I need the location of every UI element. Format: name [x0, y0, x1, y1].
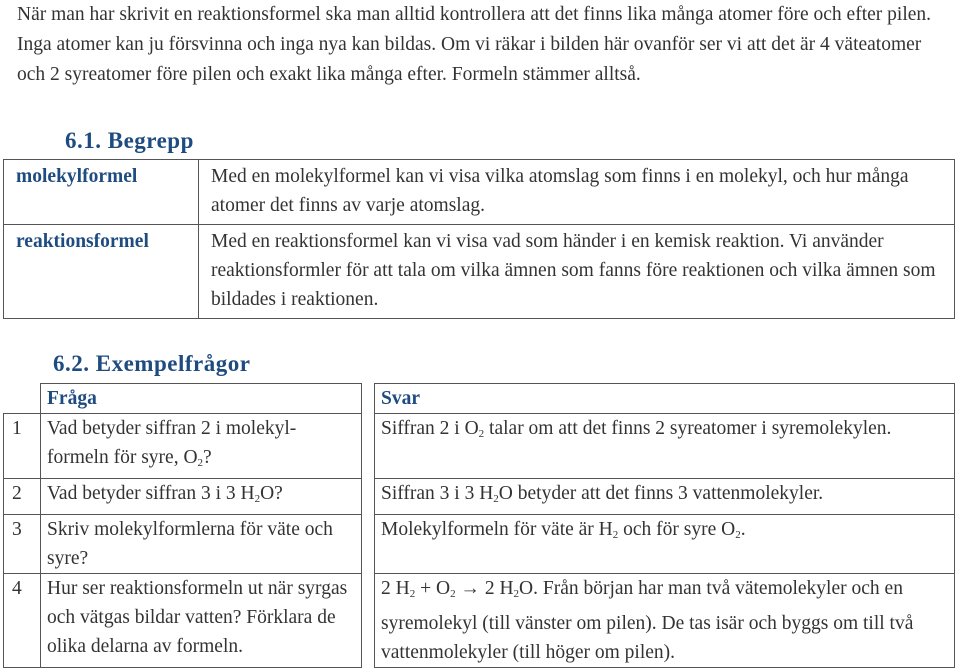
table-row — [4, 479, 955, 515]
row-number: 1 — [4, 414, 41, 479]
row-number: 4 — [4, 574, 41, 668]
row-number: 3 — [4, 515, 41, 574]
table-row — [4, 574, 955, 668]
intro-paragraph — [17, 0, 952, 90]
answer-cell: Siffran 2 i $O_2$ talar om att det finns 2 syreatomer i syremolekylen. — [375, 414, 955, 479]
question-cell: Skriv molekylformlerna för väte och syre? — [41, 515, 362, 574]
answer-cell: 2 $H_2 + O_2 \to 2$ $H_2O$. Från början har man två vätemolekyler och en syremolekyl (till vänster om pilen). De tas isär och byggs om till två vattenmolekyler (till höger om pilen). — [375, 574, 955, 668]
answer-cell: Molekylformeln för väte är $H_2$ och för syre $O_2$. — [375, 515, 955, 574]
term-cell: molekylformel — [4, 160, 199, 225]
section-heading-begrepp: 6.1. Begrepp — [65, 128, 194, 153]
intro-text: När man har skrivit en reaktionsformel ska man alltid kontrollera att det finns lika många atomer före och efter pilen. Inga atomer kan ju försvinna och inga nya kan bildas. Om vi räkar i bilden här ovanför ser vi att det är 4 väteatomer och 2 syreatomer före pilen och exakt lika många efter. Formeln stämmer alltså. — [17, 4, 932, 85]
table-row — [4, 515, 955, 574]
table-row — [4, 414, 955, 479]
table-row — [4, 160, 955, 225]
column-header-fraga: Fråga — [41, 384, 362, 414]
term-cell: reaktionsformel — [4, 225, 199, 319]
question-cell: Vad betyder siffran 3 i 3 $H_2O$? — [41, 479, 362, 515]
answer-cell: Siffran 3 i 3 $H_2O$ betyder att det finns 3 vattenmolekyler. — [375, 479, 955, 515]
exempel-table — [3, 383, 955, 668]
table-header-row — [4, 384, 955, 414]
definition-cell: Med en molekylformel kan vi visa vilka atomslag som finns i en molekyl, och hur många atomer det finns av varje atomslag. — [199, 160, 955, 225]
row-number: 2 — [4, 479, 41, 515]
section-heading-exempelfragor: 6.2. Exempelfrågor — [53, 351, 251, 376]
begrepp-table — [3, 159, 955, 319]
question-cell: Hur ser reaktionsformeln ut när syrgas och vätgas bildar vatten? Förklara de olika delarna av formeln. — [41, 574, 362, 668]
question-cell: Vad betyder siffran 2 i molekyl-formeln för syre, $O_2$? — [41, 414, 362, 479]
table-row — [4, 225, 955, 319]
definition-cell: Med en reaktionsformel kan vi visa vad som händer i en kemisk reaktion. Vi använder reaktionsformler för att tala om vilka ämnen som fanns före reaktionen och vilka ämnen som bildades i reaktionen. — [199, 225, 955, 319]
column-header-svar: Svar — [375, 384, 955, 414]
